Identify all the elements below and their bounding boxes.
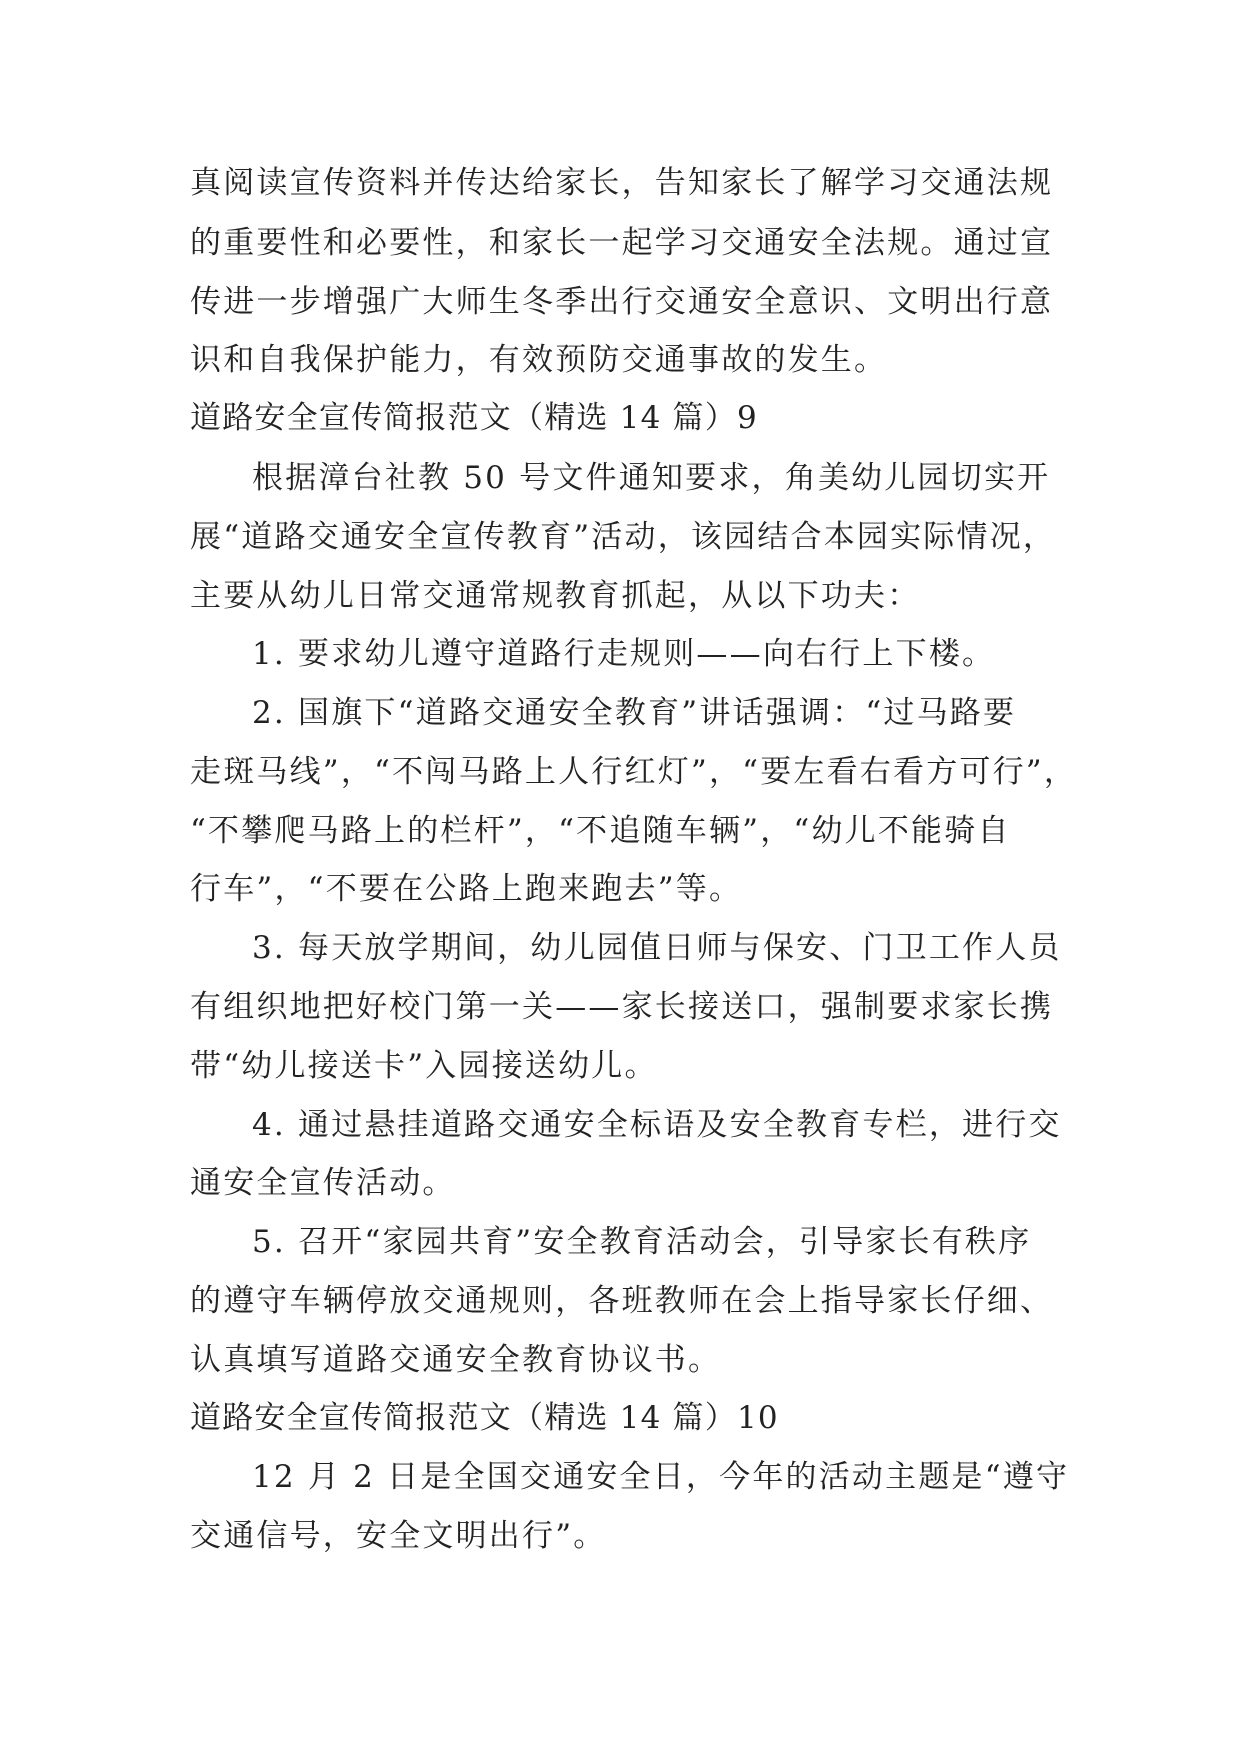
text-line: 走斑马线”，“不闯马路上人行红灯”，“要左看右看方可行”， [190,754,1078,790]
text-line: 展“道路交通安全宣传教育”活动，该园结合本园实际情况， [190,519,1057,555]
list-item: 5. 召开“家园共育”安全教育活动会，引导家长有秩序 [252,1224,1032,1260]
text-line: 通安全宣传活动。 [190,1165,456,1201]
text-line: 识和自我保护能力，有效预防交通事故的发生。 [190,342,888,378]
text-line: 的遵守车辆停放交通规则，各班教师在会上指导家长仔细、 [190,1283,1054,1319]
text-line: 有组织地把好校门第一关——家长接送口，强制要求家长携 [190,989,1054,1025]
text-line: 行车”，“不要在公路上跑来跑去”等。 [190,871,743,907]
text-line: 传进一步增强广大师生冬季出行交通安全意识、文明出行意 [190,284,1054,320]
text-line: 认真填写道路交通安全教育协议书。 [190,1342,722,1378]
text-line: “不攀爬马路上的栏杆”，“不追随车辆”，“幼儿不能骑自 [190,813,1011,849]
text-line: 真阅读宣传资料并传达给家长，告知家长了解学习交通法规 [190,165,1054,201]
section-heading: 道路安全宣传简报范文（精选 14 篇）9 [190,400,758,436]
list-item: 2. 国旗下“道路交通安全教育”讲话强调：“过马路要 [252,695,1017,731]
text-line: 根据漳台社教 50 号文件通知要求，角美幼儿园切实开 [252,460,1051,496]
text-line: 12 月 2 日是全国交通安全日，今年的活动主题是“遵守 [252,1459,1070,1495]
list-item: 4. 通过悬挂道路交通安全标语及安全教育专栏，进行交 [252,1107,1062,1143]
text-line: 交通信号，安全文明出行”。 [190,1518,607,1554]
text-line: 主要从幼儿日常交通常规教育抓起，从以下功夫： [190,578,921,614]
list-item: 1. 要求幼儿遵守道路行走规则——向右行上下楼。 [252,636,996,672]
list-item: 3. 每天放学期间，幼儿园值日师与保安、门卫工作人员 [252,930,1062,966]
section-heading: 道路安全宣传简报范文（精选 14 篇）10 [190,1400,779,1436]
text-line: 的重要性和必要性，和家长一起学习交通安全法规。通过宣 [190,225,1054,261]
text-line: 带“幼儿接送卡”入园接送幼儿。 [190,1048,658,1084]
